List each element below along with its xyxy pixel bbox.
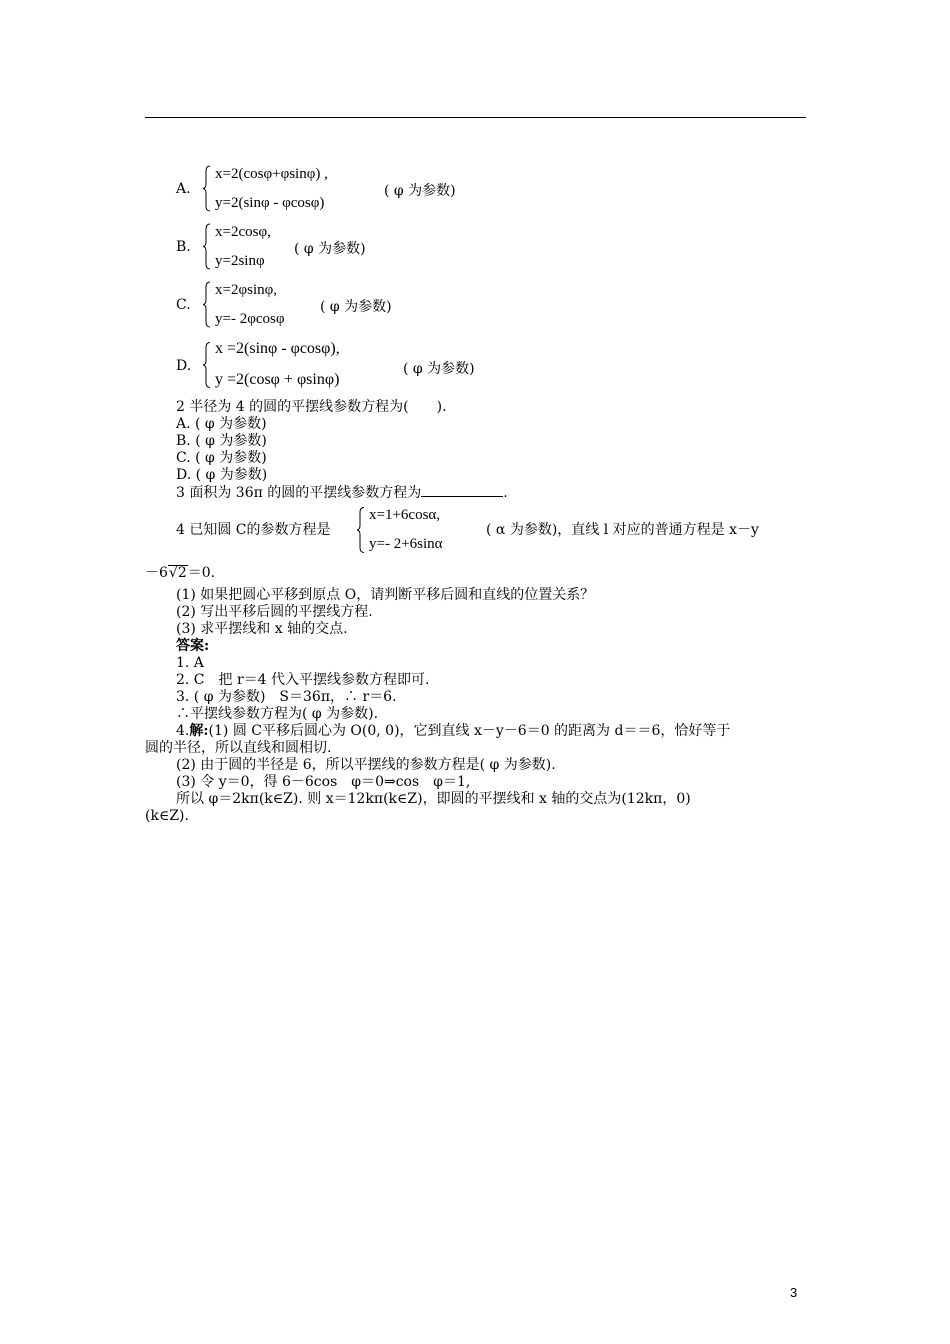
answer-4-line1 <box>176 723 730 739</box>
q2-option-a: A. ( φ 为参数) <box>176 416 267 432</box>
left-brace-icon <box>203 223 211 270</box>
option-d-param: ( φ 为参数) <box>403 361 475 377</box>
option-d-y: y =2(cosφ + φsinφ) <box>215 371 340 388</box>
q4-y: y=- 2+6sinα <box>369 536 443 552</box>
option-c-label: C. <box>176 297 191 313</box>
option-a-y: y=2(sinφ - φcosφ) <box>215 195 325 211</box>
option-b-x: x=2cosφ, <box>215 224 271 240</box>
left-brace-icon <box>203 165 211 212</box>
option-c-y: y=- 2φcosφ <box>215 311 285 327</box>
q4-cont-b: ＝0. <box>187 565 216 581</box>
answers-title: 答案: <box>176 638 210 654</box>
answer-4-line2: 圆的半径，所以直线和圆相切. <box>145 740 332 756</box>
option-a-x: x=2(cosφ+φsinφ) , <box>215 166 328 182</box>
option-b-label: B. <box>176 239 191 255</box>
q4-stem-b: ( α 为参数)，直线 l 对应的普通方程是 x－y <box>486 522 759 538</box>
q4-sub1: (1) 如果把圆心平移到原点 O，请判断平移后圆和直线的位置关系？ <box>176 587 595 603</box>
option-d-label: D. <box>176 358 192 374</box>
option-b-param: ( φ 为参数) <box>294 241 366 257</box>
answer-1: 1. A <box>176 655 204 671</box>
answer-4-part2: (2) 由于圆的半径是 6，所以平摆线的参数方程是( φ 为参数). <box>176 757 556 773</box>
q4-cont <box>145 565 215 581</box>
page-number: 3 <box>790 1285 798 1300</box>
q3-text: 3 面积为 36π 的圆的平摆线参数方程为 <box>176 485 422 501</box>
option-c-param: ( φ 为参数) <box>320 299 392 315</box>
q4-stem-a: 4 已知圆 C的参数方程是 <box>176 522 331 538</box>
q2-option-c: C. ( φ 为参数) <box>176 450 267 466</box>
answer-4-line6: (k∈Z). <box>145 808 189 824</box>
option-a-param: ( φ 为参数) <box>384 183 456 199</box>
answer-4-head: 4. <box>176 723 190 739</box>
answer-2: 2. C 把 r＝4 代入平摆线参数方程即可. <box>176 672 430 688</box>
answer-4-part1: (1) 圆 C平移后圆心为 O(0, 0)，它到直线 x－y－6＝0 的距离为 d＝＝6，恰好等于 <box>208 723 731 739</box>
q4-sub2: (2) 写出平移后圆的平摆线方程. <box>176 604 373 620</box>
q4-x: x=1+6cosα, <box>369 507 441 523</box>
option-d-x: x =2(sinφ - φcosφ), <box>215 340 340 357</box>
option-a-label: A. <box>176 181 191 197</box>
q3-period: . <box>503 485 508 501</box>
answer-4-part3: (3) 令 y＝0，得 6－6cos φ＝0⇒cos φ＝1, <box>176 774 471 790</box>
option-c-x: x=2φsinφ, <box>215 282 278 298</box>
answer-4-solution: 解: <box>189 723 209 739</box>
q2-stem: 2 半径为 4 的圆的平摆线参数方程为( ). <box>176 399 447 415</box>
q4-cont-a: －6 <box>145 565 168 581</box>
sqrt-sign: √2 <box>168 565 187 581</box>
option-b-y: y=2sinφ <box>215 253 265 269</box>
header-rule <box>145 117 806 118</box>
left-brace-icon <box>203 281 211 328</box>
answer-blank <box>421 484 503 497</box>
q2-option-d: D. ( φ 为参数) <box>176 467 268 483</box>
answer-4-line5: 所以 φ＝2kπ(k∈Z). 则 x＝12kπ(k∈Z)，即圆的平摆线和 x 轴的交点为(12kπ，0) <box>176 791 691 807</box>
left-brace-icon <box>203 340 211 390</box>
q3-stem <box>176 484 508 501</box>
q2-option-b: B. ( φ 为参数) <box>176 433 267 449</box>
q4-sqrt-value: 2 <box>177 565 187 581</box>
answer-3: 3. ( φ 为参数) S＝36π，∴ r＝6. <box>176 689 397 705</box>
q4-sub3: (3) 求平摆线和 x 轴的交点. <box>176 621 348 637</box>
left-brace-icon <box>357 506 365 554</box>
answer-3b: ∴平摆线参数方程为( φ 为参数). <box>176 706 379 722</box>
